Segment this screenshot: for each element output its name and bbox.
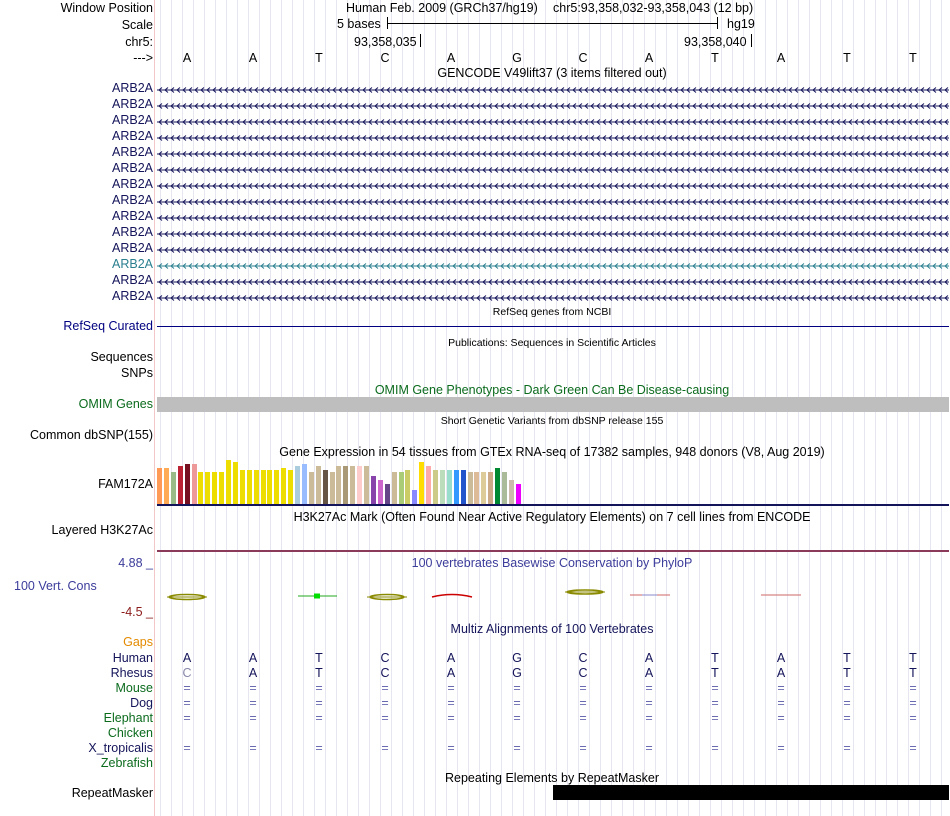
gencode-transcript-line[interactable]: [157, 166, 949, 174]
aligned-base: =: [513, 681, 521, 695]
aligned-base: T: [711, 651, 719, 665]
gtex-tissue-bar[interactable]: [364, 466, 369, 504]
gtex-tissue-bar[interactable]: [433, 470, 438, 504]
aligned-base: =: [645, 711, 653, 725]
aligned-base: =: [447, 681, 455, 695]
aligned-base: =: [777, 741, 785, 755]
aligned-base: =: [183, 741, 191, 755]
aligned-base: =: [381, 696, 389, 710]
aligned-base: =: [381, 681, 389, 695]
gtex-tissue-bar[interactable]: [274, 470, 279, 504]
gtex-tissue-bar[interactable]: [288, 470, 293, 504]
gtex-gene-line: [157, 504, 949, 506]
gtex-tissue-bar[interactable]: [343, 466, 348, 504]
gtex-expression-bars[interactable]: [157, 460, 537, 504]
h3k27ac-track-label[interactable]: Layered H3K27Ac: [51, 523, 153, 537]
gtex-tissue-bar[interactable]: [267, 470, 272, 504]
gencode-transcript-label[interactable]: ARB2A: [112, 161, 153, 175]
ruler-tick-1: [420, 34, 421, 47]
aligned-base: =: [315, 711, 323, 725]
phylop-glyph-5: [565, 590, 605, 594]
gencode-track-title[interactable]: GENCODE V49lift37 (3 items filtered out): [437, 66, 667, 80]
h3k27ac-track-title: H3K27Ac Mark (Often Found Near Active Regulatory Elements) on 7 cell lines from ENCODE: [293, 510, 811, 524]
gencode-transcript-label[interactable]: ARB2A: [112, 145, 153, 159]
aligned-base: C: [380, 666, 390, 680]
gtex-tissue-bar[interactable]: [488, 472, 493, 504]
aligned-base: =: [315, 681, 323, 695]
reference-base: T: [315, 51, 323, 65]
gtex-tissue-bar[interactable]: [219, 472, 224, 504]
multiz-species-label[interactable]: X_tropicalis: [88, 741, 153, 755]
omim-track-title: OMIM Gene Phenotypes - Dark Green Can Be Disease-causing: [374, 383, 730, 397]
gtex-tissue-bar[interactable]: [468, 472, 473, 504]
gtex-tissue-bar[interactable]: [192, 464, 197, 504]
aligned-base: =: [909, 741, 917, 755]
aligned-base: =: [579, 681, 587, 695]
gtex-track-title: Gene Expression in 54 tissues from GTEx RNA-seq of 17382 samples, 948 donors (V8, Aug 2019): [279, 445, 825, 459]
gtex-tissue-bar[interactable]: [316, 466, 321, 504]
aligned-base: =: [579, 741, 587, 755]
aligned-base: =: [315, 741, 323, 755]
gtex-tissue-bar[interactable]: [412, 490, 417, 504]
gtex-tissue-bar[interactable]: [240, 470, 245, 504]
aligned-base: =: [315, 696, 323, 710]
phylop-track-title: 100 vertebrates Basewise Conservation by PhyloP: [411, 556, 693, 570]
gtex-tissue-bar[interactable]: [323, 470, 328, 504]
gtex-tissue-bar[interactable]: [178, 466, 183, 504]
gtex-tissue-bar[interactable]: [302, 464, 307, 504]
reference-base: G: [512, 51, 522, 65]
sequences-track-label[interactable]: Sequences: [90, 350, 153, 364]
gtex-tissue-bar[interactable]: [474, 472, 479, 504]
aligned-base: =: [381, 741, 389, 755]
aligned-base: T: [843, 666, 851, 680]
refseq-track-title: RefSeq genes from NCBI: [492, 306, 612, 318]
gencode-transcript-label[interactable]: ARB2A: [112, 209, 153, 223]
aligned-base: T: [843, 651, 851, 665]
gtex-tissue-bar[interactable]: [399, 472, 404, 504]
gtex-tissue-bar[interactable]: [426, 466, 431, 504]
gencode-transcript-label[interactable]: ARB2A: [112, 193, 153, 207]
gencode-transcript-line[interactable]: [157, 294, 949, 302]
aligned-base: A: [776, 666, 786, 680]
multiz-species-label[interactable]: Mouse: [115, 681, 153, 695]
publications-track-title: Publications: Sequences in Scientific Articles: [448, 337, 656, 349]
aligned-base: =: [843, 741, 851, 755]
gencode-transcript-line[interactable]: [157, 262, 949, 270]
multiz-species-label[interactable]: Rhesus: [110, 666, 153, 680]
aligned-base: =: [447, 696, 455, 710]
aligned-base: =: [183, 681, 191, 695]
aligned-base: A: [248, 666, 258, 680]
gtex-tissue-bar[interactable]: [233, 462, 238, 504]
gtex-tissue-bar[interactable]: [212, 472, 217, 504]
aligned-base: =: [909, 711, 917, 725]
gtex-tissue-bar[interactable]: [247, 470, 252, 504]
repeatmasker-element[interactable]: [553, 785, 949, 800]
aligned-base: =: [711, 741, 719, 755]
aligned-base: A: [776, 651, 786, 665]
reference-base: T: [843, 51, 851, 65]
gtex-tissue-bar[interactable]: [371, 476, 376, 504]
aligned-base: T: [315, 666, 323, 680]
aligned-base: =: [249, 711, 257, 725]
gtex-tissue-bar[interactable]: [350, 466, 355, 504]
gtex-tissue-bar[interactable]: [226, 460, 231, 504]
repeatmasker-track-title: Repeating Elements by RepeatMasker: [444, 771, 660, 785]
reference-base: A: [182, 51, 192, 65]
window-position-label: Window Position: [60, 1, 153, 15]
gtex-tissue-bar[interactable]: [495, 468, 500, 504]
reference-base: T: [909, 51, 917, 65]
multiz-species-label[interactable]: Elephant: [103, 711, 153, 725]
gtex-tissue-bar[interactable]: [392, 472, 397, 504]
gencode-transcript-label[interactable]: ARB2A: [112, 97, 153, 111]
snps-track-label[interactable]: SNPs: [121, 366, 153, 380]
aligned-base: =: [777, 696, 785, 710]
gencode-transcript-label[interactable]: ARB2A: [112, 129, 153, 143]
omim-track-label[interactable]: OMIM Genes: [78, 397, 153, 411]
aligned-base: =: [513, 696, 521, 710]
aligned-base: =: [381, 711, 389, 725]
scale-label: Scale: [121, 18, 153, 32]
aligned-base: C: [578, 651, 588, 665]
gencode-transcript-label[interactable]: ARB2A: [112, 273, 153, 287]
aligned-base: C: [182, 666, 192, 680]
gencode-transcript-label[interactable]: ARB2A: [112, 225, 153, 239]
gencode-transcript-line[interactable]: [157, 86, 949, 94]
ruler-tick-2: [751, 34, 752, 47]
reference-base: T: [711, 51, 719, 65]
refseq-track-line: [157, 326, 949, 327]
aligned-base: =: [843, 681, 851, 695]
phylop-glyphs: [157, 585, 949, 609]
gaps-label: Gaps: [123, 635, 153, 649]
aligned-base: =: [183, 696, 191, 710]
aligned-base: T: [315, 651, 323, 665]
aligned-base: =: [777, 681, 785, 695]
h3k27ac-signal: [157, 550, 949, 552]
gencode-transcript-line[interactable]: [157, 246, 949, 254]
reference-base: C: [578, 51, 588, 65]
aligned-base: A: [644, 651, 654, 665]
multiz-species-label[interactable]: Human: [112, 651, 153, 665]
gtex-tissue-bar[interactable]: [461, 470, 466, 504]
gtex-tissue-bar[interactable]: [309, 472, 314, 504]
aligned-base: A: [446, 651, 456, 665]
gtex-tissue-bar[interactable]: [440, 470, 445, 504]
gtex-tissue-bar[interactable]: [454, 470, 459, 504]
aligned-base: =: [843, 696, 851, 710]
gencode-transcript-line[interactable]: [157, 182, 949, 190]
dbsnp-track-title: Short Genetic Variants from dbSNP release 155: [440, 415, 664, 427]
gtex-tissue-bar[interactable]: [405, 470, 410, 504]
gencode-transcript-label[interactable]: ARB2A: [112, 289, 153, 303]
gtex-tissue-bar[interactable]: [447, 470, 452, 504]
reference-base: C: [380, 51, 390, 65]
gencode-transcript-line[interactable]: [157, 150, 949, 158]
multiz-species-label[interactable]: Chicken: [107, 726, 153, 740]
gencode-transcript-line[interactable]: [157, 134, 949, 142]
aligned-base: G: [512, 651, 522, 665]
gencode-transcript-line[interactable]: [157, 278, 949, 286]
ruler-tick-label-2: 93,358,040: [684, 35, 747, 49]
aligned-base: T: [909, 651, 917, 665]
aligned-base: C: [380, 651, 390, 665]
aligned-base: A: [644, 666, 654, 680]
aligned-base: =: [645, 696, 653, 710]
gtex-tissue-bar[interactable]: [385, 484, 390, 504]
gencode-transcript-label[interactable]: ARB2A: [112, 177, 153, 191]
gtex-tissue-bar[interactable]: [509, 480, 514, 504]
aligned-base: A: [182, 651, 192, 665]
gtex-tissue-bar[interactable]: [516, 484, 521, 504]
scale-db: hg19: [727, 17, 755, 31]
gtex-tissue-bar[interactable]: [295, 466, 300, 504]
aligned-base: =: [447, 711, 455, 725]
phylop-min-label: -4.5 _: [121, 605, 153, 619]
gtex-tissue-bar[interactable]: [481, 472, 486, 504]
gencode-transcript-line[interactable]: [157, 214, 949, 222]
phylop-glyph-1: [167, 595, 207, 600]
gtex-tissue-bar[interactable]: [185, 464, 190, 504]
gtex-tissue-bar[interactable]: [171, 472, 176, 504]
gencode-transcript-line[interactable]: [157, 198, 949, 206]
gtex-tissue-bar[interactable]: [357, 466, 362, 504]
gtex-tissue-bar[interactable]: [164, 468, 169, 504]
gencode-transcript-label[interactable]: ARB2A: [112, 113, 153, 127]
gtex-tissue-bar[interactable]: [281, 468, 286, 504]
repeatmasker-track-label[interactable]: RepeatMasker: [71, 786, 153, 800]
reference-base: A: [446, 51, 456, 65]
aligned-base: =: [711, 696, 719, 710]
gtex-tissue-bar[interactable]: [419, 462, 424, 504]
gtex-tissue-bar[interactable]: [336, 466, 341, 504]
label-column-divider: [154, 0, 155, 816]
phylop-glyph-3: [367, 595, 407, 600]
aligned-base: =: [711, 681, 719, 695]
gtex-tissue-bar[interactable]: [157, 468, 162, 504]
aligned-base: =: [777, 711, 785, 725]
aligned-base: =: [645, 681, 653, 695]
aligned-base: =: [249, 696, 257, 710]
aligned-base: =: [249, 741, 257, 755]
multiz-species-label[interactable]: Dog: [130, 696, 153, 710]
gtex-gene-label[interactable]: FAM172A: [98, 477, 153, 491]
aligned-base: =: [513, 741, 521, 755]
aligned-base: A: [446, 666, 456, 680]
aligned-base: T: [711, 666, 719, 680]
gencode-transcript-label[interactable]: ARB2A: [112, 81, 153, 95]
gtex-tissue-bar[interactable]: [330, 472, 335, 504]
aligned-base: =: [579, 711, 587, 725]
gtex-tissue-bar[interactable]: [198, 472, 203, 504]
gencode-transcript-line[interactable]: [157, 102, 949, 110]
phylop-track-label[interactable]: 100 Vert. Cons: [14, 579, 97, 593]
gtex-tissue-bar[interactable]: [502, 472, 507, 504]
scale-bar: [387, 23, 718, 24]
reference-base: A: [248, 51, 258, 65]
ruler-tick-label-1: 93,358,035: [354, 35, 417, 49]
aligned-base: =: [579, 696, 587, 710]
reference-base: A: [776, 51, 786, 65]
strand-arrow-label: --->: [133, 51, 153, 65]
gencode-transcript-line[interactable]: [157, 230, 949, 238]
gencode-transcript-line[interactable]: [157, 118, 949, 126]
multiz-species-label[interactable]: Zebrafish: [100, 756, 153, 770]
assembly-title: Human Feb. 2009 (GRCh37/hg19): [346, 1, 538, 15]
gtex-tissue-bar[interactable]: [205, 472, 210, 504]
aligned-base: =: [843, 711, 851, 725]
aligned-base: =: [711, 711, 719, 725]
aligned-base: =: [645, 741, 653, 755]
aligned-base: T: [909, 666, 917, 680]
chrom-label: chr5:: [125, 35, 153, 49]
aligned-base: A: [248, 651, 258, 665]
gtex-tissue-bar[interactable]: [254, 470, 259, 504]
phylop-max-label: 4.88 _: [118, 556, 153, 570]
phylop-glyph-4: [432, 595, 472, 598]
aligned-base: C: [578, 666, 588, 680]
scale-bar-text: 5 bases: [337, 17, 381, 31]
aligned-base: =: [909, 681, 917, 695]
omim-gene-bar[interactable]: [157, 397, 949, 412]
refseq-track-label[interactable]: RefSeq Curated: [63, 319, 153, 333]
reference-base: A: [644, 51, 654, 65]
aligned-base: =: [183, 711, 191, 725]
gtex-tissue-bar[interactable]: [378, 480, 383, 504]
aligned-base: =: [447, 741, 455, 755]
phylop-glyph-2: [298, 594, 337, 599]
scale-bar-tick-right: [717, 17, 718, 29]
position-readout: chr5:93,358,032-93,358,043 (12 bp): [553, 1, 754, 15]
aligned-base: =: [249, 681, 257, 695]
aligned-base: =: [513, 711, 521, 725]
aligned-base: G: [512, 666, 522, 680]
multiz-track-title: Multiz Alignments of 100 Vertebrates: [450, 622, 654, 636]
aligned-base: =: [909, 696, 917, 710]
dbsnp-track-label[interactable]: Common dbSNP(155): [30, 428, 153, 442]
gencode-transcript-label[interactable]: ARB2A: [112, 257, 153, 271]
gtex-tissue-bar[interactable]: [261, 470, 266, 504]
gencode-transcript-label[interactable]: ARB2A: [112, 241, 153, 255]
